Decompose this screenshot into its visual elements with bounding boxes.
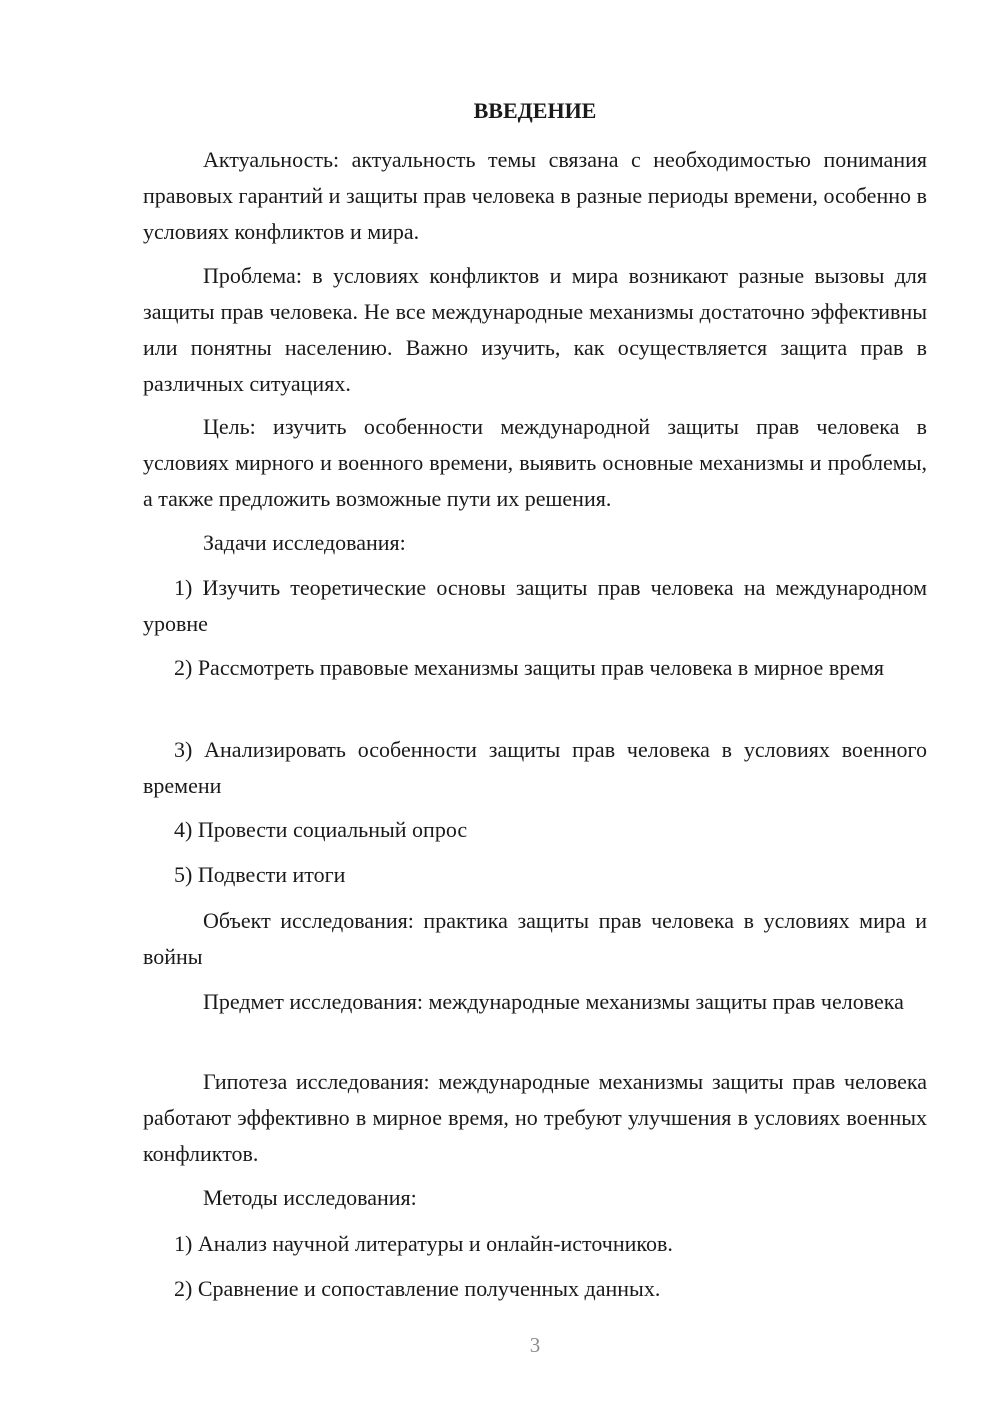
document-page [143,0,927,1414]
method-item-2: 2) Сравнение и сопоставление полученных данных. [174,1276,661,1301]
relevance-paragraph: Актуальность: актуальность темы связана с необходимостью понимания правовых гарантий и защиты прав человека в разные периоды времени, особенно в условиях конфликтов и мира. [143,147,927,244]
task-item-5: 5) Подвести итоги [174,862,346,887]
task-item-2: 2) Рассмотреть правовые механизмы защиты прав человека в мирное время [174,655,885,680]
method-item-1: 1) Анализ научной литературы и онлайн-источников. [174,1231,673,1256]
subject-paragraph: Предмет исследования: международные механизмы защиты прав человека [203,989,904,1014]
document-title: ВВЕДЕНИЕ [473,98,597,123]
page-number: 3 [529,1333,541,1357]
object-paragraph: Объект исследования: практика защиты прав человека в условиях мира и войны [143,908,927,969]
task-item-1: 1) Изучить теоретические основы защиты прав человека на международном уровне [143,575,927,636]
task-item-3: 3) Анализировать особенности защиты прав человека в условиях военного времени [143,737,927,798]
hypothesis-paragraph: Гипотеза исследования: международные механизмы защиты прав человека работают эффективно в мирное время, но требуют улучшения в условиях военных конфликтов. [143,1069,927,1166]
tasks-heading: Задачи исследования: [203,530,406,555]
goal-paragraph: Цель: изучить особенности международной защиты прав человека в условиях мирного и военного времени, выявить основные механизмы и проблемы, а также предложить возможные пути их решения. [143,414,927,511]
task-item-4: 4) Провести социальный опрос [174,817,468,842]
methods-heading: Методы исследования: [203,1185,417,1210]
problem-paragraph: Проблема: в условиях конфликтов и мира возникают разные вызовы для защиты прав человека. Не все международные механизмы достаточно эффективны или понятны населению. Важно изучить, как осуществляется защита прав в различных ситуациях. [143,263,927,396]
